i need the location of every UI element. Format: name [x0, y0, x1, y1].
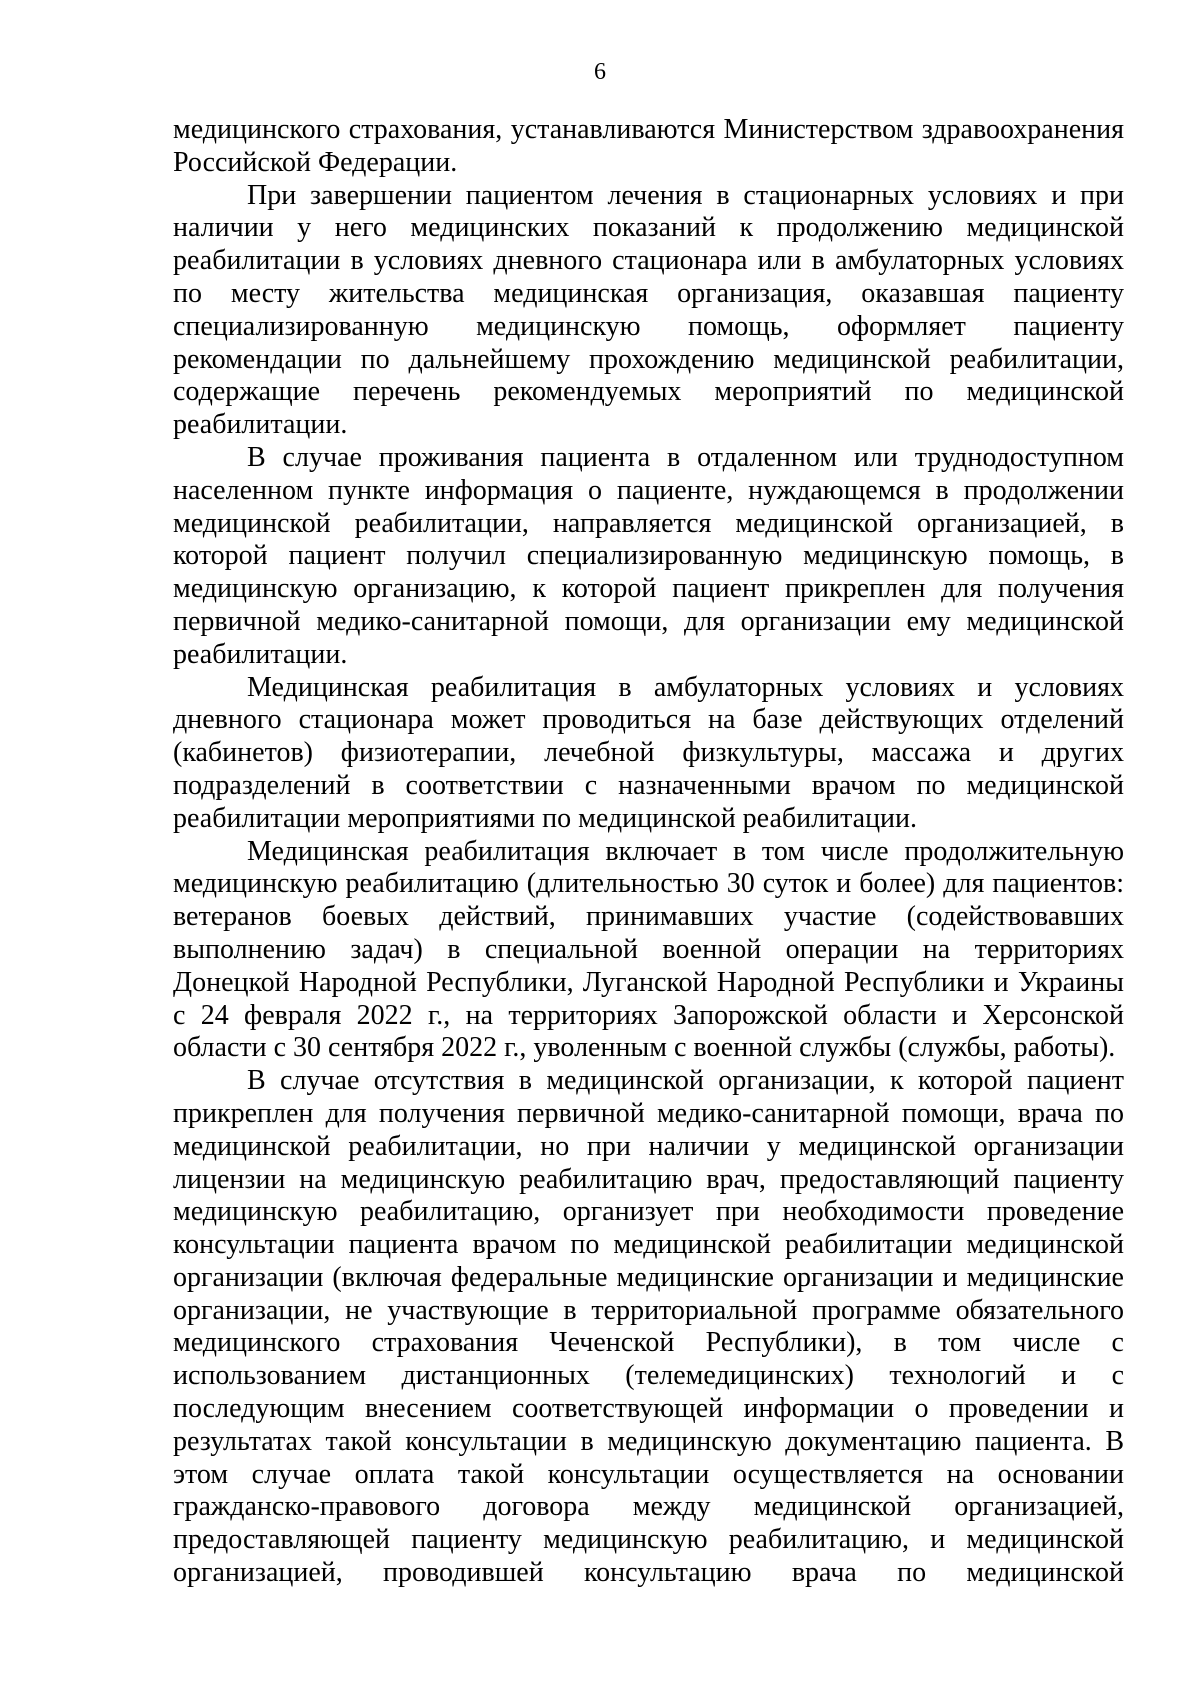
paragraph-rehab-recommendations: При завершении пациентом лечения в стационарных условиях и при наличии у него медицинских показаний к продолжению медицинской реабилитации в условиях дневного стационара или в амбулаторных условиях по месту жительства медицинская организация, оказавшая пациенту специализированную медицинскую помощь, оформляет пациенту рекомендации по дальнейшему прохождению медицинской реабилитации, содержащие перечень рекомендуемых мероприятий по медицинской реабилитации. [173, 179, 1124, 441]
paragraph-consultation: В случае отсутствия в медицинской организации, к которой пациент прикреплен для получения первичной медико-санитарной помощи, врача по медицинской реабилитации, но при наличии у медицинской организации лицензии на медицинскую реабилитацию врач, предоставляющий пациенту медицинскую реабилитацию, организует при необходимости проведение консультации пациента врачом по медицинской реабилитации медицинской организации (включая федеральные медицинские организации и медицинские организации, не участвующие в территориальной программе обязательного медицинского страхования Чеченской Республики), в том числе с использованием дистанционных (телемедицинских) технологий и с последующим внесением соответствующей информации о проведении и результатах такой консультации в медицинскую документацию пациента. В этом случае оплата такой консультации осуществляется на основании гражданско-правового договора между медицинской организацией, предоставляющей пациенту медицинскую реабилитацию, и медицинской организацией, проводившей консультацию врача по медицинской [173, 1065, 1124, 1589]
document-body [173, 114, 1124, 1590]
paragraph-outpatient-rehab: Медицинская реабилитация в амбулаторных условиях и условиях дневного стационара может проводиться на базе действующих отделений (кабинетов) физиотерапии, лечебной физкультуры, массажа и других подразделений в соответствии с назначенными врачом по медицинской реабилитации мероприятиями по медицинской реабилитации. [173, 671, 1124, 834]
page-number: 6 [594, 59, 606, 85]
paragraph-remote-settlement: В случае проживания пациента в отдаленном или труднодоступном населенном пункте информация о пациенте, нуждающемся в продолжении медицинской реабилитации, направляется медицинской организацией, в которой пациент получил специализированную медицинскую помощь, в медицинскую организацию, к которой пациент прикреплен для получения первичной медико-санитарной помощи, для организации ему медицинской реабилитации. [173, 441, 1124, 670]
paragraph-long-term-rehab: Медицинская реабилитация включает в том числе продолжительную медицинскую реабилитацию (длительностью 30 суток и более) для пациентов: ветеранов боевых действий, принимавших участие (содействовавших выполнению задач) в специальной военной операции на территориях Донецкой Народной Республики, Луганской Народной Республики и Украины с 24 февраля 2022 г., на территориях Запорожской области и Херсонской области с 30 сентября 2022 г., уволенным с военной службы (службы, работы). [173, 835, 1124, 1064]
paragraph-continuation: медицинского страхования, устанавливаются Министерством здравоохранения Российской Федерации. [173, 114, 1124, 178]
